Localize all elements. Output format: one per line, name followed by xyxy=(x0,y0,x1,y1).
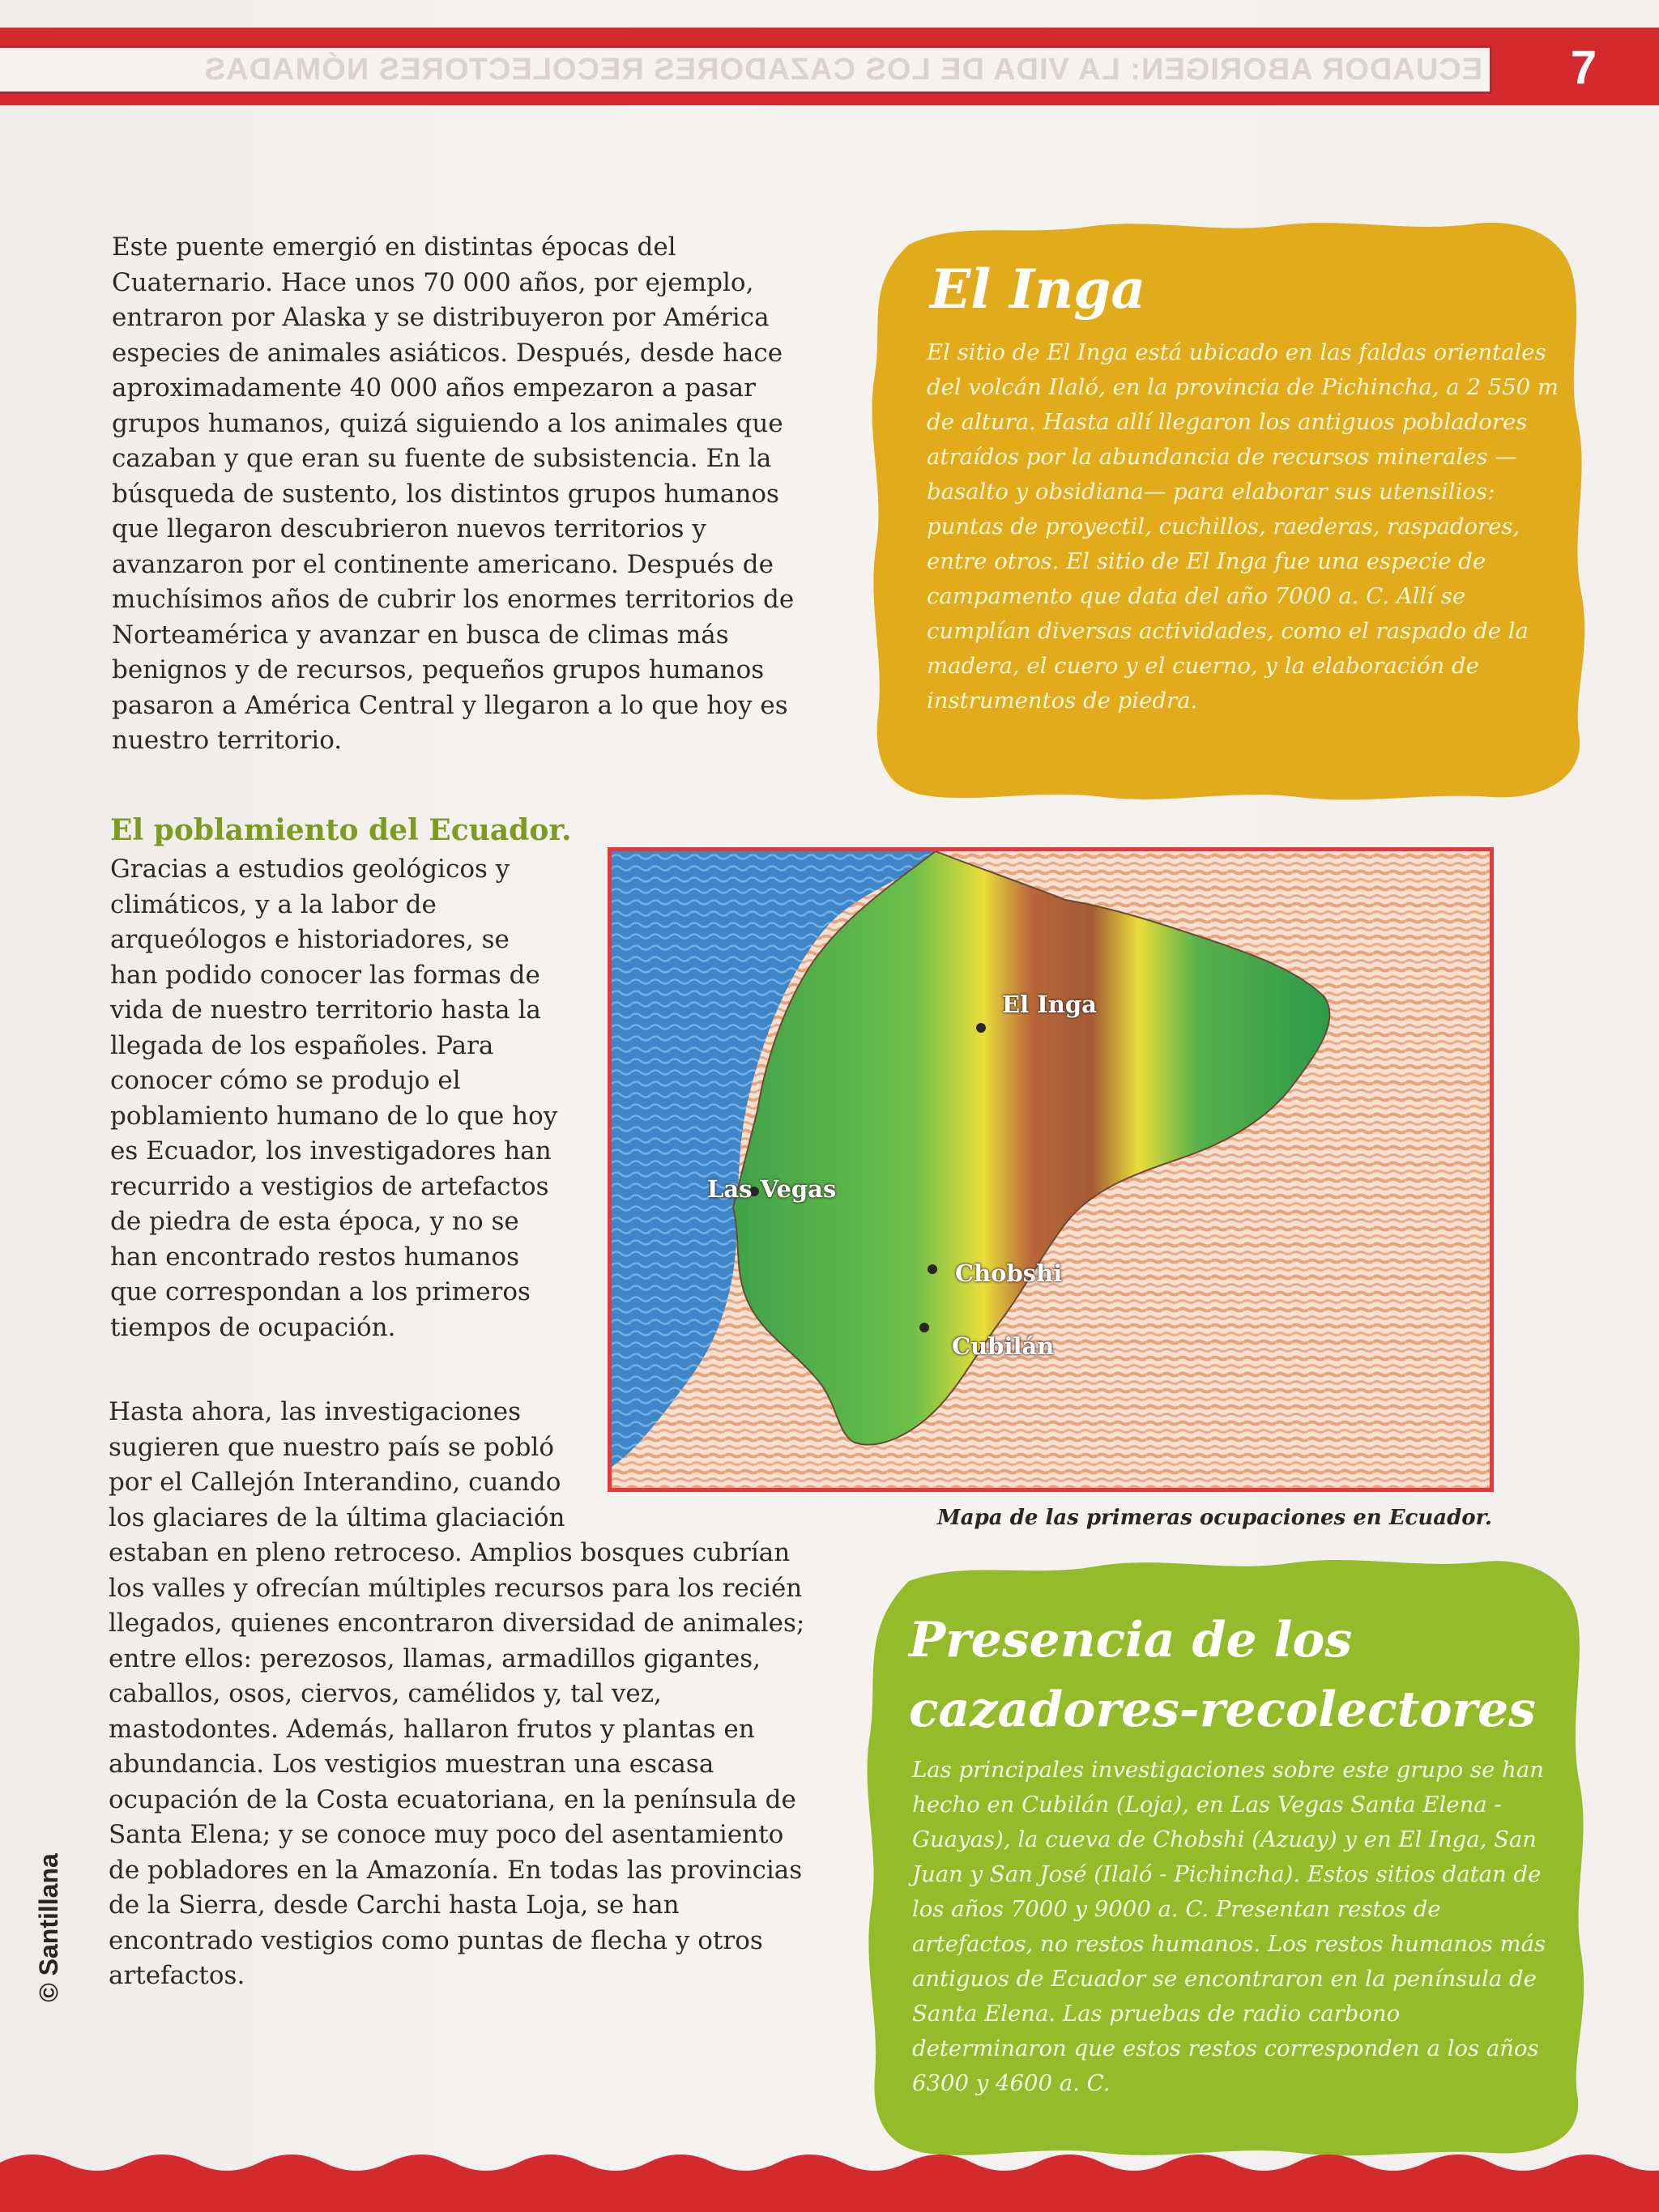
map-marker-chobshi xyxy=(928,1264,937,1274)
map-marker-el-inga xyxy=(976,1023,986,1033)
map-caption: Mapa de las primeras ocupaciones en Ecuador. xyxy=(936,1506,1492,1530)
intro-paragraph xyxy=(112,230,825,759)
ecuador-map-drawing xyxy=(612,851,1490,1488)
map-label-cubilan: Cubilán xyxy=(952,1332,1055,1360)
map-label-chobshi: Chobshi xyxy=(955,1259,1063,1287)
hunters-gatherers-title-line-1: Presencia de los xyxy=(909,1612,1353,1669)
map-label-las-vegas: Las Vegas xyxy=(707,1175,837,1203)
publisher-credit-text: © Santillana xyxy=(34,1853,63,2002)
section-paragraph-1 xyxy=(110,852,564,1345)
page-number: 7 xyxy=(1570,41,1597,94)
ecuador-map xyxy=(608,847,1494,1492)
bottom-wave-border xyxy=(0,2138,1659,2212)
hunters-gatherers-title-line-2: cazadores-recolectores xyxy=(909,1681,1536,1738)
hunters-gatherers-box xyxy=(852,1549,1606,2164)
intro-paragraph-text: Este puente emergió en distintas épocas del Cuaternario. Hace unos 70 000 años, por ejemplo, entraron por Alaska y se distribuyeron por América especies de animales asiáticos. Después, desde hace aproximadamente 40 000 años empezaron a pasar grupos humanos, quizá siguiendo a los animales que cazaban y que eran su fuente de subsistencia. En la búsqueda de sustento, los distintos grupos humanos que llegaron descubrieron nuevos territorios y avanzaron por el continente americano. Después de muchísimos años de cubrir los enormes territorios de Norteamérica y avanzar en busca de climas más benignos y de recursos, pequeños grupos humanos pasaron a América Central y llegaron a lo que hoy es nuestro territorio. xyxy=(112,232,795,755)
section-paragraph-1-text: Gracias a estudios geológicos y climáticos, y a la labor de arqueólogos e historiadores, se han podido conocer las formas de vida de nuestro territorio hasta la llegada de los españoles. Para conocer cómo se produjo el poblamiento humano de lo que hoy es Ecuador, los investigadores han recurrido a vestigios de artefactos de piedra de esta época, y no se han encontrado restos humanos que correspondan a los primeros tiempos de ocupación. xyxy=(110,855,558,1342)
hunters-gatherers-title xyxy=(909,1605,1573,1745)
running-title: ECUADOR ABORIGEN: LA VIDA DE LOS CAZADORES RECOLECTORES NÓMADAS xyxy=(203,53,1482,87)
section-paragraph-2-text: Hasta ahora, las investigaciones sugieren que nuestro país se pobló por el Callejón Interandino, cuando los glaciares de la última glaciación estaban en pleno retroceso. Amplios bosques cubrían los valles y ofrecían múltiples recursos para los recién llegados, quienes encontraron diversidad de animales; entre ellos: perezosos, llamas, armadillos gigantes, caballos, osos, ciervos, camélidos y, tal vez, mastodontes. Además, hallaron frutos y plantas en abundancia. Los vestigios muestran una escasa ocupación de la Costa ecuatoriana, en la península de Santa Elena; y se conoce muy poco del asentamiento de pobladores en la Amazonía. En todas las provincias de la Sierra, desde Carchi hasta Loja, se han encontrado vestigios como puntas de flecha y otros artefactos. xyxy=(109,1397,805,1990)
el-inga-title: El Inga xyxy=(930,258,1146,321)
el-inga-text: El sitio de El Inga está ubicado en las faldas orientales del volcán Ilaló, en la provincia de Pichincha, a 2 550 m de altura. Hasta allí llegaron los antiguos pobladores atraídos por la abundancia de recursos minerales —basalto y obsidiana— para elaborar sus utensilios: puntas de proyectil, cuchillos, raederas, raspadores, entre otros. El sitio de El Inga fue una especie de campamento que data del año 7000 a. C. Allí se cumplían diversas actividades, como el raspado de la madera, el cuero y el cuerno, y la elaboración de instrumentos de piedra. xyxy=(927,339,1559,714)
el-inga-box xyxy=(860,212,1599,810)
map-marker-cubilan xyxy=(919,1323,929,1332)
hunters-gatherers-text: Las principales investigaciones sobre este grupo se han hecho en Cubilán (Loja), en Las Vegas Santa Elena - Guayas), la cueva de Chobshi (Azuay) y en El Inga, San Juan y San José (Ilaló - Pichincha). Estos sitios datan de los años 7000 y 9000 a. C. Presentan restos de artefactos, no restos humanos. Los restos humanos más antiguos de Ecuador se encontraron en la península de Santa Elena. Las pruebas de radio carbono determinaron que estos restos corresponden a los años 6300 y 4600 a. C. xyxy=(912,1757,1546,2096)
publisher-credit xyxy=(32,1831,65,2025)
map-label-el-inga: El Inga xyxy=(1002,991,1097,1018)
section-heading: El poblamiento del Ecuador. xyxy=(110,813,572,847)
